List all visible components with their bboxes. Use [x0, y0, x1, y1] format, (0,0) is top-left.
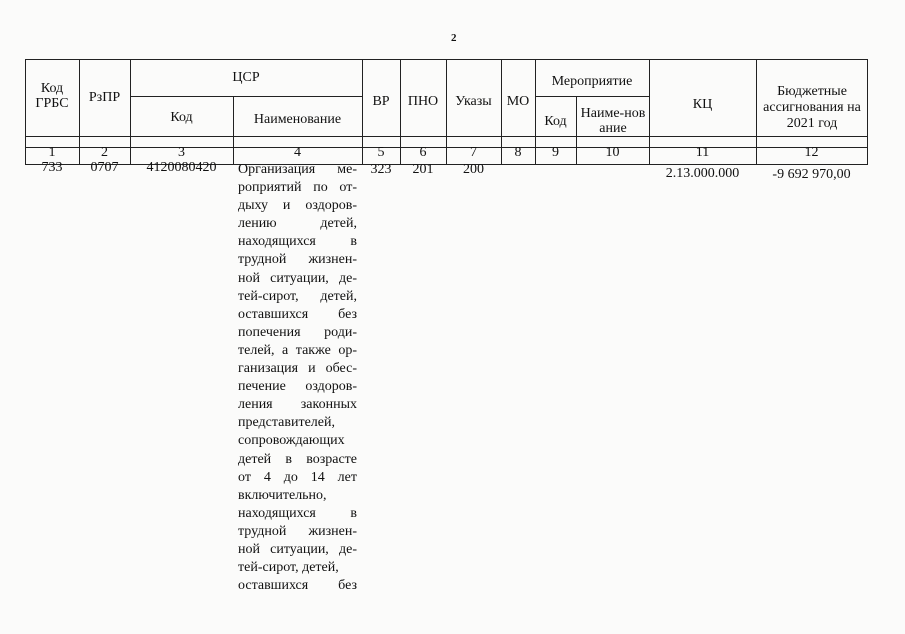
description-line: Организация ме- [238, 162, 357, 177]
row-vr: 323 [370, 162, 392, 177]
header-budget: Бюджетные ассигнования на 2021 год [763, 84, 861, 131]
header-csr-name: Наименование [253, 112, 342, 127]
description-line: дыху и оздоров- [238, 198, 357, 214]
column-number: 6 [419, 145, 427, 160]
row-ukazy: 200 [463, 162, 484, 177]
description-line: ганизация и обес- [238, 361, 357, 377]
header-vr: ВР [372, 94, 390, 109]
row-rzpr: 0707 [90, 160, 119, 175]
row-csr-kod: 4120080420 [146, 160, 217, 175]
description-line: находящихся в [238, 505, 357, 521]
header-ukazy: Указы [455, 94, 492, 109]
header-csr-kod: Код [170, 110, 193, 125]
description-line: от 4 до 14 лет [238, 469, 357, 485]
description-line: лению детей, [238, 216, 357, 232]
column-number: 1 [48, 145, 56, 160]
description-line: детей в возрасте [238, 451, 357, 467]
row-description [238, 161, 357, 595]
description-line: трудной жизнен- [238, 523, 357, 539]
row-kod-grbs: 733 [41, 160, 63, 175]
description-line: роприятий по от- [238, 180, 357, 196]
description-line: тей-сирот, детей, [238, 288, 357, 304]
column-number: 9 [552, 145, 559, 160]
row-budget: -9 692 970,00 [772, 167, 851, 182]
column-number: 8 [514, 145, 522, 160]
header-rzpr: РзПР [88, 90, 121, 105]
column-number: 2 [101, 145, 108, 160]
header-mer-name: Наиме-нование [580, 106, 646, 136]
header-kc: КЦ [692, 97, 713, 112]
column-number: 5 [377, 145, 385, 160]
column-number: 12 [804, 145, 819, 160]
description-line: ления законных [238, 397, 357, 413]
description-line: сопровождающих [238, 433, 345, 449]
column-number: 3 [178, 145, 185, 160]
column-number: 7 [470, 145, 477, 160]
description-line: попечения роди- [238, 324, 357, 340]
header-mer-kod: Код [544, 114, 567, 129]
description-line: тей-сирот, детей, [238, 560, 339, 576]
description-line: ной ситуации, де- [238, 270, 357, 286]
description-line: печение оздоров- [238, 379, 357, 395]
description-line: включительно, [238, 487, 327, 503]
column-number: 11 [695, 145, 710, 160]
row-kc: 2.13.000.000 [665, 166, 740, 181]
row-pno: 201 [412, 162, 434, 177]
description-line: трудной жизнен- [238, 252, 357, 268]
header-meropriyatie: Мероприятие [551, 74, 633, 89]
description-line: ной ситуации, де- [238, 541, 357, 557]
description-line: находящихся в [238, 234, 357, 250]
header-pno: ПНО [407, 94, 439, 109]
header-mo: МО [506, 94, 530, 109]
header-kod-grbs: Код ГРБС [35, 81, 69, 111]
description-line: оставшихся без [238, 578, 357, 594]
description-line: оставшихся без [238, 306, 357, 322]
column-number: 4 [294, 145, 301, 160]
page-number: 2 [451, 32, 457, 44]
header-csr: ЦСР [232, 70, 260, 85]
description-line: телей, а также ор- [238, 342, 357, 358]
description-line: представителей, [238, 415, 335, 431]
column-number: 10 [605, 145, 620, 160]
